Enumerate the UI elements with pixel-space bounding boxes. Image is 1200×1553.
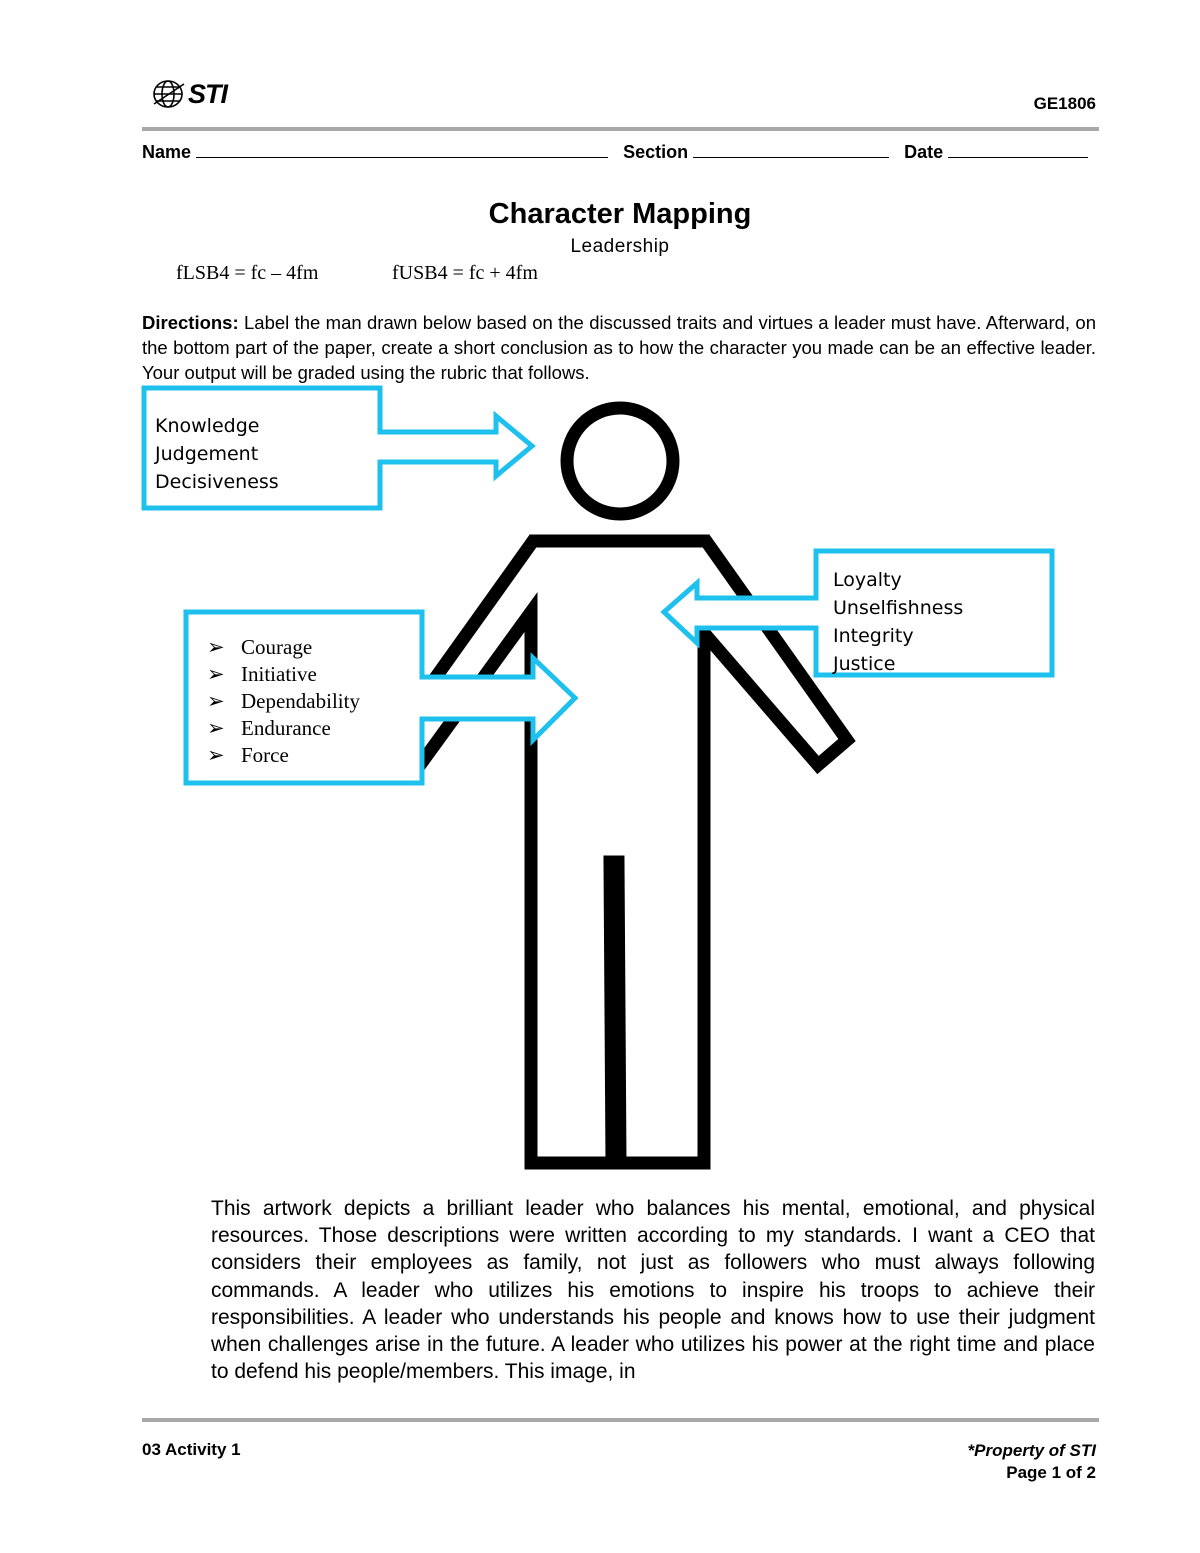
list-item: ➢ Courage bbox=[207, 635, 313, 659]
head-traits-list bbox=[155, 412, 279, 496]
footer-info bbox=[968, 1440, 1096, 1484]
arrow-bullet-icon: ➢ bbox=[207, 635, 225, 659]
directions-text: Label the man drawn below based on the discussed traits and virtues a leader must have. Afterward, on the bottom part of the paper, create a short conclusion as to how the character you made can be an effective leader. Your output will be graded using the rubric that follows. bbox=[142, 312, 1096, 383]
page-number: Page 1 of 2 bbox=[1006, 1463, 1096, 1482]
lower-formula: fLSB4 = fc – 4fm bbox=[176, 262, 319, 284]
conclusion-text: This artwork depicts a brilliant leader who balances his mental, emotional, and physical resources. Those descriptions were written according to my standards. I want a CEO that considers their employees as family, not just as followers who must always following commands. A leader who utilizes his emotions to inspire his troops to achieve their responsibilities. A leader who understands his people and knows how to use their judgment when challenges arise in the future. A leader who utilizes his power at the right time and place to defend his people/members. This image, in bbox=[211, 1197, 1095, 1384]
list-item: Knowledge bbox=[155, 415, 260, 437]
arrow-bullet-icon: ➢ bbox=[207, 662, 225, 686]
list-item: ➢ Endurance bbox=[207, 716, 331, 740]
upper-formula: fUSB4 = fc + 4fm bbox=[392, 262, 538, 284]
figure-head bbox=[567, 408, 673, 514]
arrow-bullet-icon: ➢ bbox=[207, 743, 225, 767]
list-item: Justice bbox=[833, 653, 896, 675]
list-item: Unselfishness bbox=[833, 597, 964, 619]
date-label: Date bbox=[904, 142, 944, 162]
section-label: Section bbox=[623, 142, 689, 162]
list-item: Integrity bbox=[833, 625, 914, 647]
list-item: ➢ Initiative bbox=[207, 662, 317, 686]
course-code: GE1806 bbox=[1033, 94, 1096, 113]
list-item: ➢ Dependability bbox=[207, 689, 360, 713]
list-item: ➢ Force bbox=[207, 743, 289, 767]
page-title: Character Mapping bbox=[488, 198, 752, 230]
arrow-bullet-icon: ➢ bbox=[207, 689, 225, 713]
name-label: Name bbox=[142, 142, 192, 162]
directions-label: Directions: bbox=[142, 312, 239, 333]
heart-traits-list bbox=[833, 566, 963, 678]
list-item: Loyalty bbox=[833, 569, 902, 591]
arrow-bullet-icon: ➢ bbox=[207, 716, 225, 740]
body-traits-list bbox=[207, 634, 360, 769]
list-item: Decisiveness bbox=[155, 471, 279, 493]
figure-body bbox=[391, 541, 847, 1163]
property-note: *Property of STI bbox=[967, 1441, 1096, 1460]
logo-text: STI bbox=[188, 78, 228, 109]
page-subtitle: Leadership bbox=[570, 236, 670, 257]
activity-label: 03 Activity 1 bbox=[142, 1440, 241, 1459]
human-outline bbox=[391, 408, 847, 1163]
footer-rule bbox=[142, 1418, 1099, 1422]
list-item: Judgement bbox=[155, 443, 259, 465]
